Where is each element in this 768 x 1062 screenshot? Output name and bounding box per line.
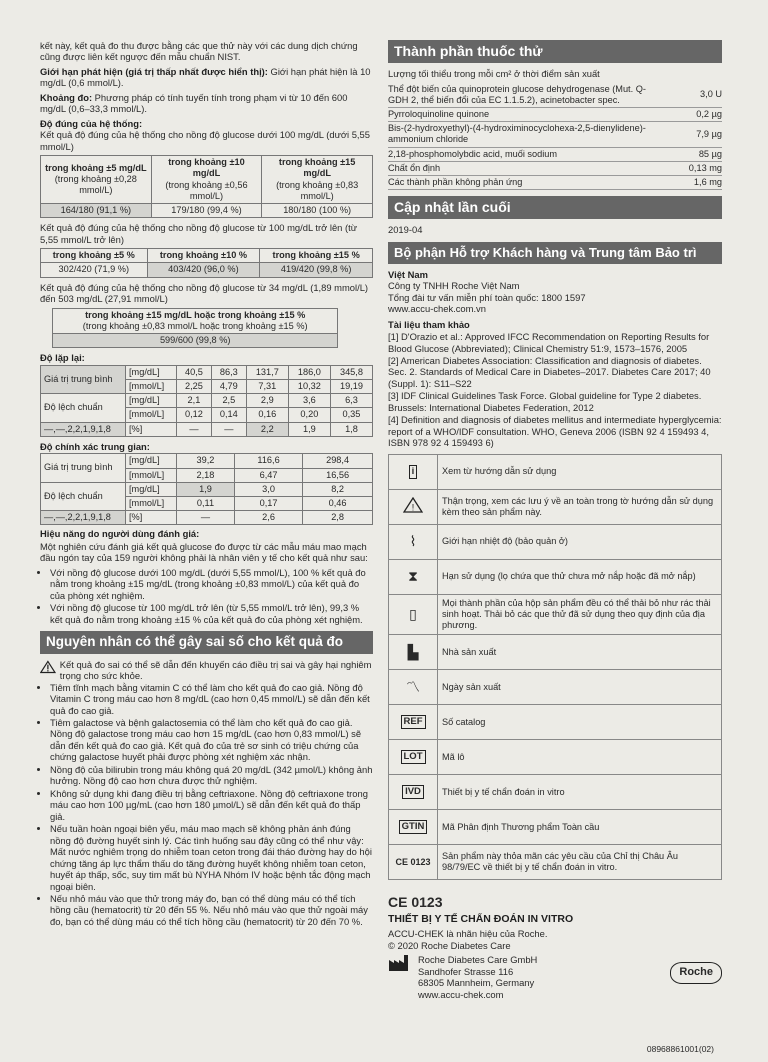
accuracy-table-low — [40, 155, 373, 218]
intermediate-precision-label: Độ chính xác trung gian: — [40, 440, 150, 452]
reagent-name: Chất ổn định — [388, 161, 662, 175]
reagent-value: 1,6 mg — [662, 176, 722, 190]
right-column — [388, 40, 722, 1000]
info-icon: i — [409, 465, 418, 479]
t1-value-2: 179/180 (99,4 %) — [151, 204, 262, 218]
ip-unit-pct: [%] — [126, 511, 177, 525]
ip-unit-mg: [mg/dL] — [126, 454, 177, 468]
rep-cell: 6,3 — [330, 394, 372, 408]
rep-cell: 2,5 — [211, 394, 246, 408]
ip-cell: 0,17 — [234, 496, 302, 510]
symbol-description: Xem từ hướng dẫn sử dụng — [438, 454, 722, 489]
rep-cell: 10,32 — [288, 379, 330, 393]
table-row — [389, 524, 722, 559]
reagent-name: Bis-(2-hydroxyethyl)-(4-hydroximinocyclohexa-2,5-dienylidene)-ammonium chloride — [388, 122, 662, 147]
symbol-description: Hạn sử dụng (lọ chứa que thử chưa mở nắp hoặc đã mở nắp) — [438, 559, 722, 594]
t2-value-2: 403/420 (96,0 %) — [147, 263, 260, 277]
table-row — [389, 594, 722, 635]
lot-icon: LOT — [401, 750, 426, 764]
mfr-city: 68305 Mannheim, Germany — [418, 977, 535, 989]
reagent-value: 0,13 mg — [662, 161, 722, 175]
ip-cell: 298,4 — [303, 454, 373, 468]
rep-cell: 1,9 — [288, 422, 330, 436]
table-row — [389, 489, 722, 524]
rep-cell: 1,8 — [330, 422, 372, 436]
table-row — [388, 147, 722, 161]
table-row — [388, 161, 722, 175]
support-country: Việt Nam — [388, 268, 428, 280]
list-item: • Không sử dụng khi đang điều trị bằng ceftriaxone. Nồng độ ceftriaxone trong máu cao hơn 100 µg/mL (cao hơn 180 µmol/L) sẽ dẫn đến kết quả đo thấp giả. — [50, 788, 373, 822]
rep-sd-label: Độ lệch chuẩn — [41, 394, 126, 422]
reference-item: [1] D'Orazio et al.: Approved IFCC Recommendation on Reporting Results for Blood Glucose (Abbreviated); Clinical Chemistry 51:9, 1573–1576, 2005 — [388, 331, 710, 354]
support-company: Công ty TNHH Roche Việt Nam — [388, 280, 520, 292]
update-header: Cập nhật lần cuối — [388, 196, 722, 219]
mfr-name: Roche Diabetes Care GmbH — [418, 954, 538, 966]
ip-cell: 8,2 — [303, 482, 373, 496]
caution-icon — [403, 497, 423, 513]
ip-unit-mmol: [mmol/L] — [126, 468, 177, 482]
rep-cell: 86,3 — [211, 365, 246, 379]
manufacture-date-icon: 〽 — [389, 670, 438, 705]
references-label: Tài liệu tham khảo — [388, 318, 470, 330]
list-item: • Với nồng độ glucose từ 100 mg/dL trở lên (từ 5,55 mmol/L trở lên), 99,3 % kết quả đo nằm trong khoảng ±15 % của kết quả đo của phòng xét nghiệm. — [50, 602, 373, 625]
reagents-table — [388, 83, 722, 191]
mfr-street: Sandhofer Strasse 116 — [418, 965, 514, 977]
list-item: • Tiêm galactose và bệnh galactosemia có thể làm cho kết quả đo cao giả. Nồng độ galactose trong máu cao hơn 15 mg/dL (cao hơn 0,83 mmol/L) sẽ dẫn đến kết quả đo cao giả. Kết quả đo của trẻ sơ sinh có triệu chứng của chứng galactose huyết phải được phòng xét nghiệm xác nhận. — [50, 717, 373, 763]
rep-cell: — — [177, 422, 212, 436]
symbol-description: Mã Phân định Thương phẩm Toàn cầu — [438, 810, 722, 845]
table-row — [388, 122, 722, 147]
table-row — [389, 454, 722, 489]
ip-cell: 16,56 — [303, 468, 373, 482]
user-performance-text: Một nghiên cứu đánh giá kết quả glucose đo được từ các mẫu máu mao mạch đầu ngón tay của 159 người không phải là nhân viên y tế cho kết quả như sau: — [40, 540, 368, 564]
rep-cell: 186,0 — [288, 365, 330, 379]
support-header: Bộ phận Hỗ trợ Khách hàng và Trung tâm Bảo trì — [388, 242, 722, 264]
accuracy-intro: Kết quả độ đúng của hệ thống cho nồng độ glucose dưới 100 mg/dL (dưới 5,55 mmol/L) — [40, 129, 370, 152]
rep-mean-label: Giá trị trung bình — [41, 365, 126, 393]
symbol-description: Nhà sản xuất — [438, 635, 722, 670]
mfr-website: www.accu-chek.com — [418, 988, 504, 1000]
rep-unit-mmol: [mmol/L] — [126, 408, 177, 422]
ip-cell: 116,6 — [234, 454, 302, 468]
user-performance-label: Hiệu năng do người dùng đánh giá: — [40, 528, 200, 540]
ip-unit-mmol: [mmol/L] — [126, 496, 177, 510]
ce-mark: CE 0123 — [388, 894, 443, 911]
reagent-value: 85 µg — [662, 147, 722, 161]
errors-list — [40, 682, 373, 928]
table-row — [388, 176, 722, 190]
rep-unit-mmol: [mmol/L] — [126, 379, 177, 393]
accuracy-label: Độ đúng của hệ thống: — [40, 117, 143, 129]
rep-cell: 4,79 — [211, 379, 246, 393]
rep-cell: 2,25 — [177, 379, 212, 393]
copyright: © 2020 Roche Diabetes Care — [388, 939, 511, 951]
rep-unit-pct: [%] — [126, 422, 177, 436]
temperature-limit-icon: ⌇ — [389, 524, 438, 559]
reagent-value: 0,2 µg — [662, 107, 722, 121]
ip-mean-label: Giá trị trung bình — [41, 454, 126, 482]
update-value: 2019-04 — [388, 224, 423, 236]
rep-cell: 0,20 — [288, 408, 330, 422]
rep-cell: 0,14 — [211, 408, 246, 422]
repeatability-table — [40, 365, 373, 437]
rep-unit-mg: [mg/dL] — [126, 365, 177, 379]
table-row — [388, 83, 722, 108]
ip-cell: 39,2 — [177, 454, 235, 468]
table-row — [389, 810, 722, 845]
detection-limit — [40, 66, 373, 89]
expiry-icon: ⧗ — [389, 559, 438, 594]
symbols-table — [388, 454, 722, 881]
rep-cell: 2,9 — [246, 394, 288, 408]
rep-cell: 0,12 — [177, 408, 212, 422]
table-row — [389, 740, 722, 775]
measuring-range — [40, 92, 373, 115]
manufacturer-icon: ▙ — [389, 635, 438, 670]
reference-item: [3] IDF Clinical Guidelines Task Force. Global guideline for Type 2 diabetes. Brussels: International Diabetes Federation, 2012 — [388, 390, 702, 413]
errors-warning — [40, 659, 373, 682]
list-item: • Nếu nhỏ máu vào que thử trong máy đo, bạn có thể dùng máu có thể tích hồng cầu (hematocrit) từ 20 đến 55 %. Nếu nhỏ máu vào que thử ngoài máy đo, bạn có thể dùng máu có thể tích hồng cầu (hematocrit) từ 20 đến 70 %. — [50, 893, 373, 927]
rep-cell: 2,1 — [177, 394, 212, 408]
rep-cell: 40,5 — [177, 365, 212, 379]
measuring-range-label: Khoảng đo: — [40, 91, 93, 103]
ivd-title: THIẾT BỊ Y TẾ CHẨN ĐOÁN IN VITRO — [388, 913, 574, 926]
accuracy-table-combined — [52, 308, 338, 349]
reagents-header: Thành phần thuốc thử — [388, 40, 722, 63]
factory-icon — [388, 954, 410, 972]
manufacturer-block — [388, 954, 722, 1000]
rep-cell: 131,7 — [246, 365, 288, 379]
ip-cell: — — [177, 511, 235, 525]
t2-value-1: 302/420 (71,9 %) — [41, 263, 148, 277]
table-row — [389, 635, 722, 670]
t1-value-1: 164/180 (91,1 %) — [41, 204, 152, 218]
symbol-description: Mọi thành phần của hộp sản phẩm đều có thể thải bỏ như rác thải sinh hoạt. Thải bỏ các que thử đã sử dụng theo quy định của địa phương. — [438, 594, 722, 635]
ip-cell: 6,47 — [234, 468, 302, 482]
rep-cell: — — [211, 422, 246, 436]
reference-item: [2] American Diabetes Association: Classification and diagnosis of diabetes. Sec. 2. Standards of Medical Care in Diabetes–2017. Diabetes Care 2017; 40 (Suppl. 1): S11–S22 — [388, 354, 711, 389]
t1-header-3: trong khoảng ±15 mg/dL (trong khoảng ±0,83 mmol/L) — [262, 156, 373, 204]
support-hotline: Tổng đài tư vấn miễn phí toàn quốc: 1800 1597 — [388, 291, 586, 303]
ip-cv-label: —,—,2,2,1,9,1,8 — [41, 511, 126, 525]
intro-text: kết này, kết quả đo thu được bằng các que thử này với các dung dịch chứng cũng được liên kết ngược đến mẫu chuẩn NIST. — [40, 40, 358, 63]
t3-header: trong khoảng ±15 mg/dL hoặc trong khoảng ±15 % (trong khoảng ±0,83 mmol/L hoặc trong khoảng ±15 %) — [53, 308, 338, 333]
reagent-name: Thể đột biến của quinoprotein glucose dehydrogenase (Mut. Q-GDH 2, thể biến đổi của EC 1.1.5.2), acinetobacter spec. — [388, 83, 662, 108]
errors-warning-text: Kết quả đo sai có thể sẽ dẫn đến khuyến cáo điều trị sai và gây hại nghiêm trọng cho sức khỏe. — [59, 658, 372, 682]
symbol-description: Mã lô — [438, 740, 722, 775]
list-item: • Tiêm tĩnh mạch bằng vitamin C có thể làm cho kết quả đo cao giả. Nồng độ Vitamin C trong máu cao hơn 8 mg/dL (cao hơn 0,45 mmol/L) sẽ dẫn đến kết quả đo cao giả. — [50, 682, 373, 716]
user-performance-list — [40, 567, 373, 625]
accuracy-intro-2: Kết quả độ đúng của hệ thống cho nồng độ glucose từ 100 mg/dL trở lên (từ 5,55 mmol/L trở lên) — [40, 222, 358, 245]
accuracy-intro-3: Kết quả độ đúng của hệ thống cho nồng độ glucose từ 34 mg/dL (1,89 mmol/L) đến 503 mg/dL (27,91 mmol/L) — [40, 281, 369, 305]
list-item: • Nếu tuần hoàn ngoại biên yếu, máu mao mạch sẽ không phản ánh đúng nồng độ đường huyết sinh lý. Các tình huống sau đây cũng có thể như vậy: Mất nước nghiêm trọng do nhiễm toan ceton trong đái tháo đường hay do hội chứng tăng áp lực thẩm thấu do tăng đường huyết không nhiễm toan ceton, huyết áp thấp, sốc, suy tim mất bù NYHA Nhóm IV hoặc bệnh tắc động mạch ngoại biên. — [50, 823, 373, 892]
rep-cell: 7,31 — [246, 379, 288, 393]
rep-cell: 345,8 — [330, 365, 372, 379]
roche-logo: Roche — [670, 962, 722, 983]
ce-mark-icon: CE 0123 — [389, 845, 438, 880]
list-item: • Với nồng độ glucose dưới 100 mg/dL (dưới 5,55 mmol/L), 100 % kết quả đo nằm trong khoảng ±15 mg/dL (trong khoảng ±0,83 mmol/L) của kết quả đo của phòng xét nghiệm. — [50, 567, 373, 601]
table-row — [389, 559, 722, 594]
reference-item: [4] Definition and diagnosis of diabetes mellitus and intermediate hyperglycemia: report of a WHO/IDF consultation. WHO, Geneva 2006 (ISBN 92 4 159493 4, ISBN 978 92 4 159493 6) — [388, 414, 722, 449]
ip-unit-mg: [mg/dL] — [126, 482, 177, 496]
t2-value-3: 419/420 (99,8 %) — [260, 263, 373, 277]
caution-glyph: ! — [411, 502, 415, 513]
table-row — [389, 670, 722, 705]
ip-cell: 2,6 — [234, 511, 302, 525]
accuracy-table-high — [40, 248, 373, 277]
intermediate-precision-table — [40, 453, 373, 525]
rep-unit-mg: [mg/dL] — [126, 394, 177, 408]
symbol-description: Ngày sản xuất — [438, 670, 722, 705]
detection-limit-label: Giới hạn phát hiện (giá trị thấp nhất được hiển thị): — [40, 65, 268, 77]
ip-cell: 2,8 — [303, 511, 373, 525]
rep-cv-label: —,—,2,2,1,9,1,8 — [41, 422, 126, 436]
symbol-description: Thiết bị y tế chẩn đoán in vitro — [438, 775, 722, 810]
ip-cell: 1,9 — [177, 482, 235, 496]
brand-note: ACCU-CHEK là nhãn hiệu của Roche. — [388, 928, 548, 940]
repeatability-label: Độ lặp lại: — [40, 352, 85, 364]
symbol-description: Sản phẩm này thỏa mãn các yêu cầu của Chỉ thị Châu Âu 98/79/EC về thiết bị y tế chẩn đoán in vitro. — [438, 845, 722, 880]
table-row — [389, 845, 722, 880]
ip-cell: 2,18 — [177, 468, 235, 482]
gtin-icon: GTIN — [399, 820, 428, 834]
ivd-icon: IVD — [402, 785, 424, 799]
support-website: www.accu-chek.com.vn — [388, 303, 486, 315]
disposal-icon: ▯ — [389, 594, 438, 635]
warning-icon — [40, 659, 56, 675]
rep-cell: 0,16 — [246, 408, 288, 422]
t2-header-2: trong khoảng ±10 % — [147, 249, 260, 263]
ip-sd-label: Độ lệch chuẩn — [41, 482, 126, 510]
measuring-range-text: Phương pháp có tính tuyến tính trong phạm vi từ 10 đến 600 mg/dL (0,6–33,3 mmol/L). — [40, 91, 348, 115]
rep-cell: 2,2 — [246, 422, 288, 436]
reagent-name: 2,18-phosphomolybdic acid, muối sodium — [388, 147, 662, 161]
symbol-description: Giới hạn nhiệt độ (bảo quản ở) — [438, 524, 722, 559]
rep-cell: 19,19 — [330, 379, 372, 393]
rep-cell: 0,35 — [330, 408, 372, 422]
ip-cell: 0,46 — [303, 496, 373, 510]
ip-cell: 3,0 — [234, 482, 302, 496]
rep-cell: 3,6 — [288, 394, 330, 408]
table-row — [388, 107, 722, 121]
left-column — [40, 40, 373, 929]
reagent-value: 7,9 µg — [662, 122, 722, 147]
errors-header: Nguyên nhân có thể gây sai số cho kết quả đo — [40, 631, 373, 653]
ip-cell: 0,11 — [177, 496, 235, 510]
t1-header-1: trong khoảng ±5 mg/dL (trong khoảng ±0,28 mmol/L) — [41, 156, 152, 204]
reagent-value: 3,0 U — [662, 83, 722, 108]
table-row — [389, 705, 722, 740]
t1-header-2: trong khoảng ±10 mg/dL (trong khoảng ±0,56 mmol/L) — [151, 156, 262, 204]
table-row — [389, 775, 722, 810]
ref-icon: REF — [401, 715, 426, 729]
list-item: • Nồng độ của bilirubin trong máu không quá 20 mg/dL (342 µmol/L) không ảnh hưởng. Nồng độ cao hơn chưa được thử nghiệm. — [50, 764, 373, 787]
reagent-name: Pyrroloquinoline quinone — [388, 107, 662, 121]
reagents-intro: Lượng tối thiểu trong mỗi cm² ở thời điểm sản xuất — [388, 68, 600, 80]
t2-header-1: trong khoảng ±5 % — [41, 249, 148, 263]
t3-value: 599/600 (99,8 %) — [53, 334, 338, 348]
symbol-description: Thận trọng, xem các lưu ý về an toàn trong tờ hướng dẫn sử dụng kèm theo sản phẩm này. — [438, 489, 722, 524]
t2-header-3: trong khoảng ±15 % — [260, 249, 373, 263]
document-code: 08968861001(02) — [646, 1043, 714, 1054]
detection-limit-text: Giới hạn phát hiện là 10 mg/dL (0,6 mmol/L). — [40, 65, 371, 89]
reagent-name: Các thành phần không phản ứng — [388, 176, 662, 190]
symbol-description: Số catalog — [438, 705, 722, 740]
t1-value-3: 180/180 (100 %) — [262, 204, 373, 218]
